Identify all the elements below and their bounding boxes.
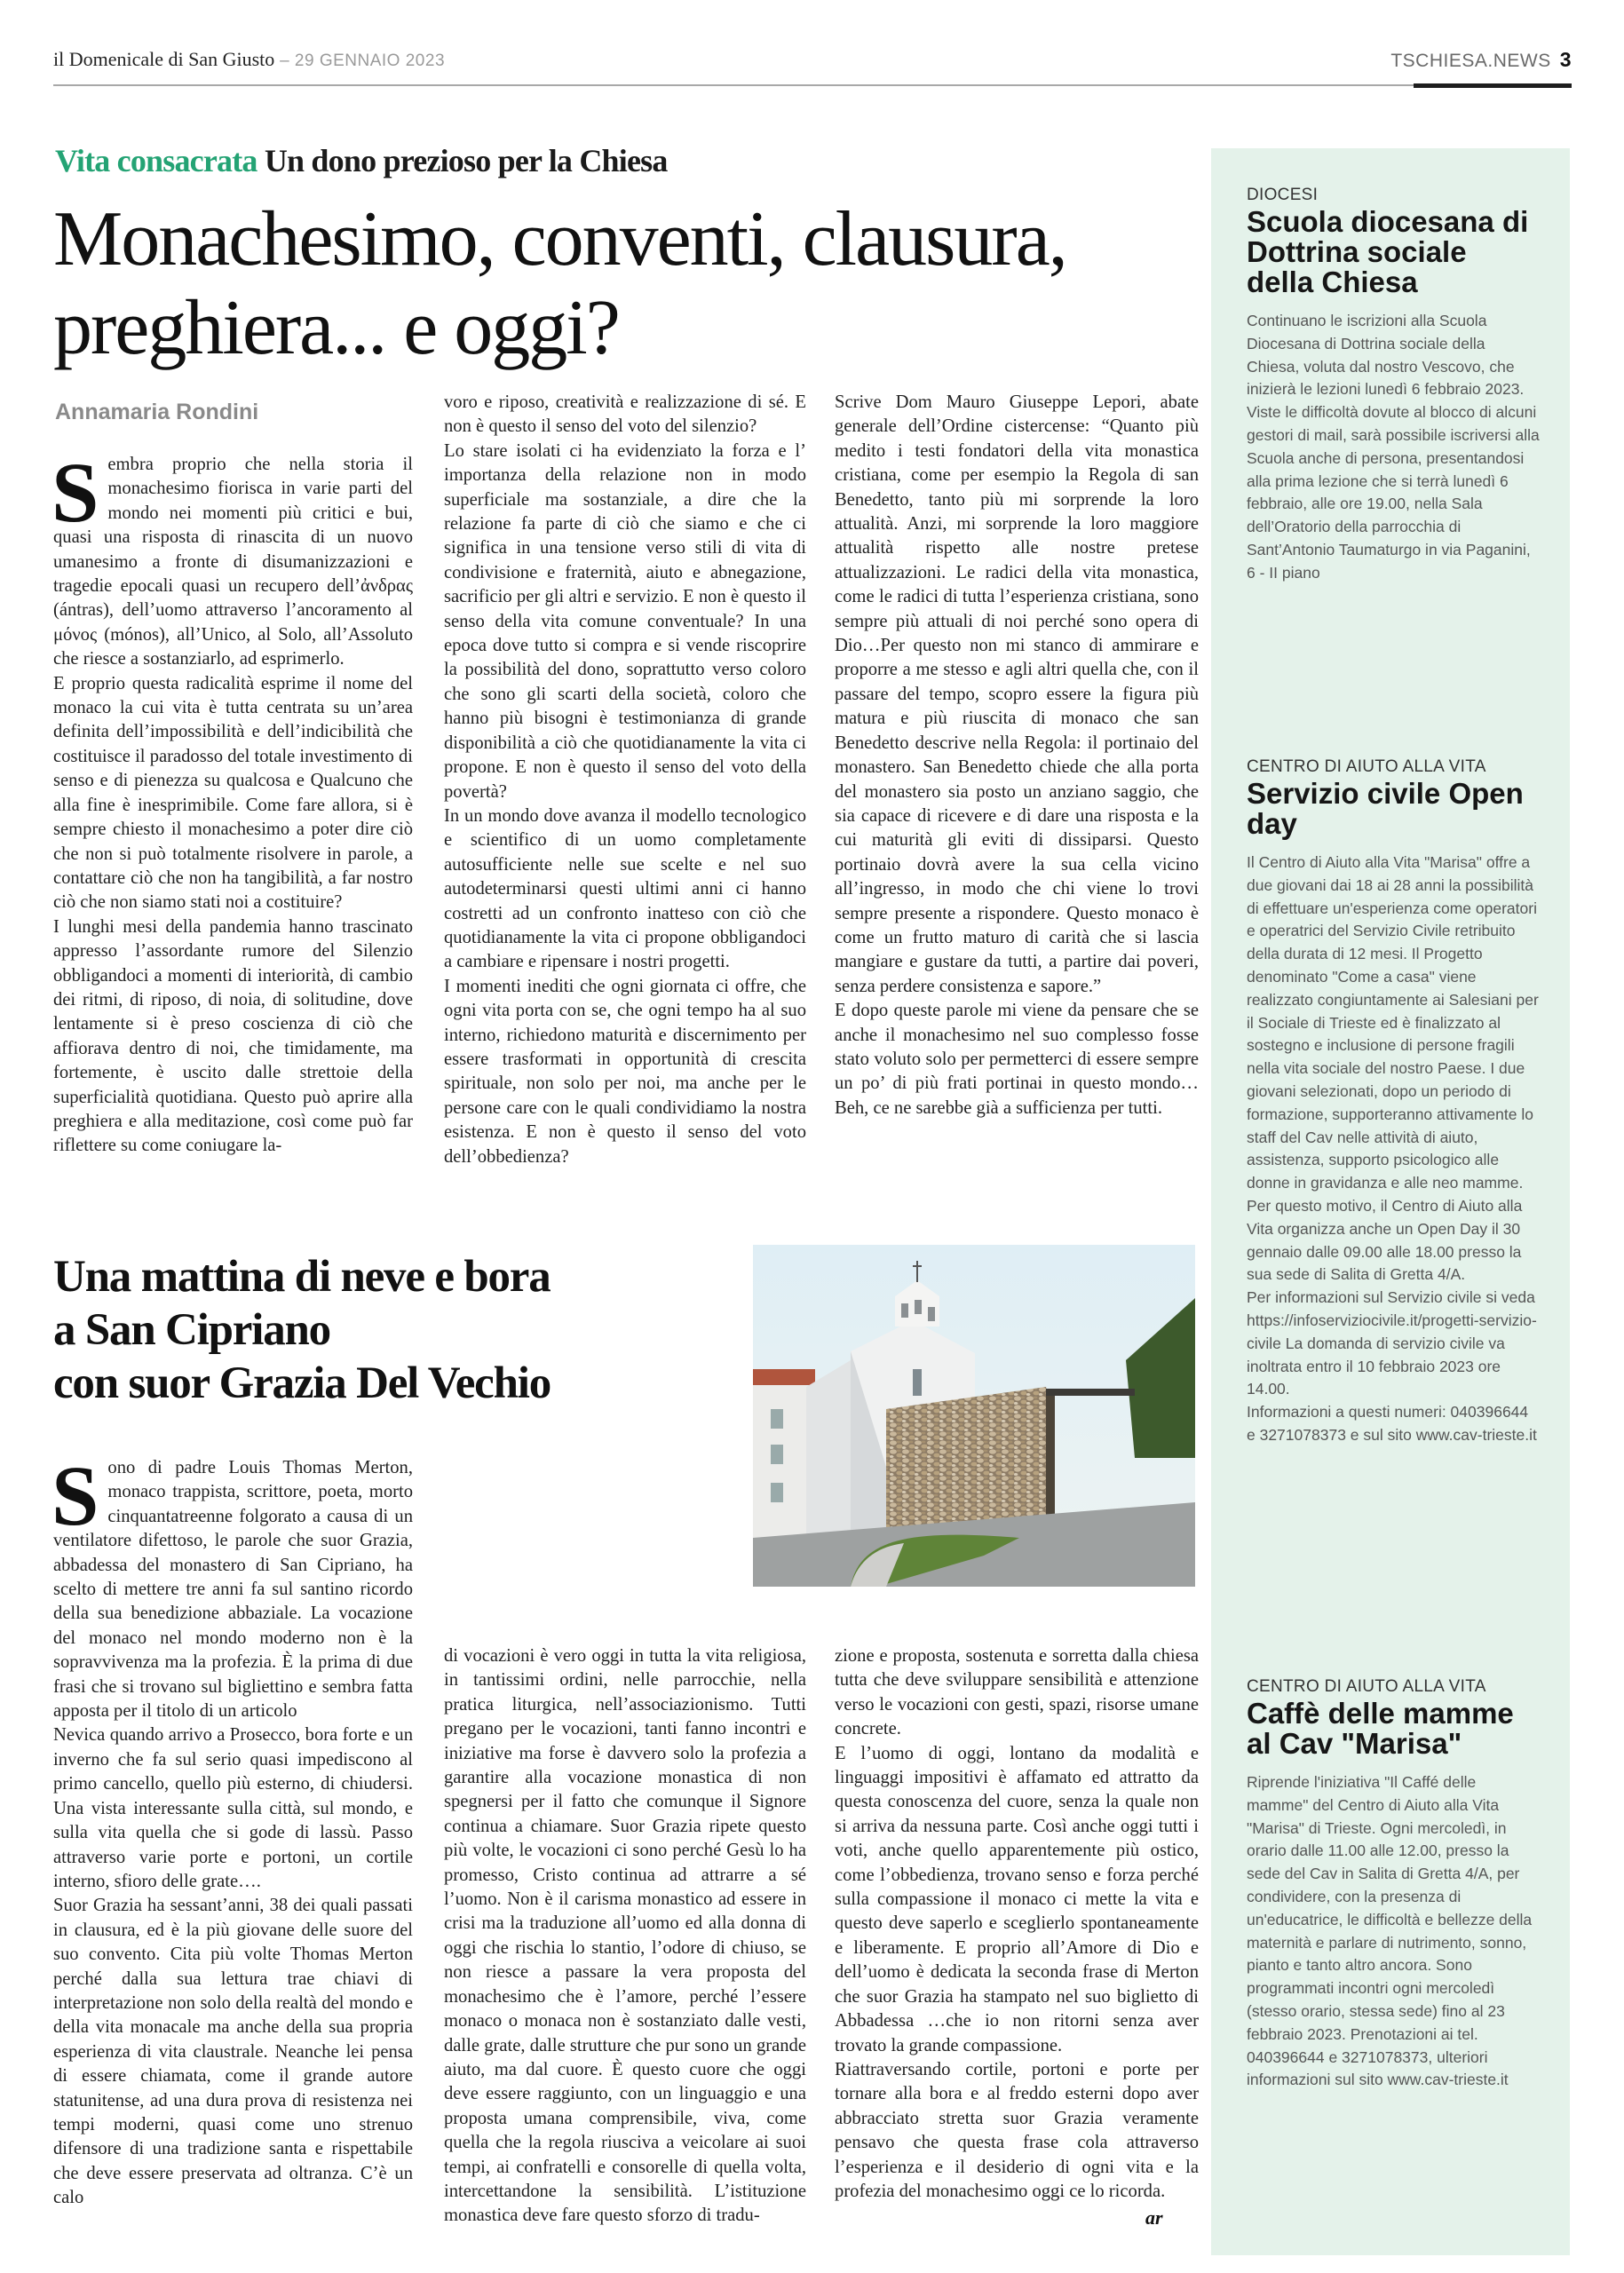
news-title: Caffè delle mamme al Cav "Marisa" — [1247, 1697, 1514, 1760]
issue-separator: – — [274, 51, 295, 70]
article1-kicker — [55, 142, 668, 179]
author-signature: ar — [1145, 2206, 1163, 2229]
roof — [753, 1369, 815, 1385]
stone-wall — [886, 1387, 1055, 1538]
sidebar-news-item — [1247, 186, 1540, 585]
paragraph: Lo stare isolati ci ha evidenziato la forza e l’ importanza della relazione non in modo superficiale ma sostanziale, a dire che la relazione fa parte di ciò che siamo e che ci significa in una tensione verso stili di vita di condivisione e fraternità, aiuto e abnegazione, sacrificio per gli altri e servizio. E non è questo il senso della vita comune conventuale? In una epoca dove tutto si compra e si vende riscoprire la possibilità del dono, soprattutto verso coloro che sono gli scarti della società, coloro che hanno più bisogni è testimonianza di grande disponibilità a ciò che quotidianamente la vita ci propone. E non è questo il senso del voto della povertà? — [444, 440, 806, 802]
drop-cap: S — [51, 445, 99, 540]
article1-headline — [53, 195, 1190, 373]
article1-column-3 — [835, 391, 1199, 1121]
sidebar-news-item — [1247, 757, 1540, 1447]
running-header — [53, 48, 1572, 83]
news-title: Servizio civile Open day — [1247, 777, 1524, 840]
paragraph: Il Centro di Aiuto alla Vita "Marisa" offre a due giovani dai 18 ai 28 anni la possibilità di effettuare un'esperienza come operatori e operatrici del Servizio Civile retribuito della durata di 12 mesi. Il Progetto denominato "Come a casa" viene realizzato congiuntamente ai Salesiani per il Sociale di Trieste ed è finalizzato al sostegno e inclusione di persone fragili nella vita sociale del nostro Paese. I due giovani selezionati, dopo un periodo di formazione, supporteranno attivamente lo staff del Cav nelle attività di aiuto, assistenza, supporto psicologico alle donne in gravidanza e alle neo mamme. — [1247, 853, 1539, 1192]
paragraph: E l’uomo di oggi, lontano da modalità e linguaggi impositivi è affamato ed attratto da questa conoscenza del cuore, senza la quale non si arriva da nessuna parte. Così anche oggi tutti i voti, anche quello apparentemente più ostico, come l’obbedienza, trovano senso e forza perché sulla compassione il monaco ci mette la vita e questo deve saperlo e sceglierlo spontaneamente e liberamente. E proprio all’Amore di Dio e dell’uomo è dedicata la seconda frase di Merton che suor Grazia ha stampato nel suo biglietto di Abbadessa …che io non ritorni senza aver trovato la grande compassione. — [835, 1743, 1199, 2055]
publication-name: il Domenicale di San Giusto — [53, 48, 275, 70]
headline-line: preghiera... e oggi? — [53, 285, 619, 371]
paragraph: Viste le difficoltà dovute al blocco di alcuni gestori di mail, sarà possibile iscriversi alla Scuola anche di persona, presentandosi alla prima lezione che si terrà lunedì 6 febbraio, alle ore 19.00, nella Sala dell’Oratorio della parrocchia di Sant’Antonio Taumaturgo in via Paganini, 6 - II piano — [1247, 403, 1540, 582]
issue-date: 29 GENNAIO 2023 — [294, 51, 446, 70]
paragraph: I momenti inediti che ogni giornata ci offre, che ogni vita porta con se, che ogni tempo ha al suo interno, richiedono maturità e discernimento per essere trasformati in opportunità di crescita spirituale, non solo per noi, ma anche per le persone care con le quali condividiamo la nostra esistenza. E non è questo il senso del voto dell’obbedienza? — [444, 976, 806, 1167]
site-and-page — [1390, 48, 1572, 72]
site-name: TSCHIESA.NEWS — [1390, 51, 1551, 71]
paragraph: ono di padre Louis Thomas Merton, monaco trappista, scrittore, poeta, morto cinquantatreenne folgorato a causa di un ventilatore difettoso, le parole che suor Grazia, abbadessa del monastero di San Cipriano, ha scelto di mettere tre anni fa sul santino ricordo della sua benedizione abbaziale. La vocazione del monaco nel mondo moderno non è la sopravvivenza ma la profezia. È la prima di due frasi che si trovano sul bigliettino e sembra fatta apposta per il titolo di un articolo — [53, 1458, 413, 1722]
paragraph: E proprio questa radicalità esprime il nome del monaco la cui vita è tutta centrata su un’area definita dell’impossibilità e dell’indicibilità che costituisce il paradosso del totale investimento di senso e di pienezza su qualcosa e Qualcuno che alla fine è inesprimibile. Come fare allora, si è sempre chiesto il monachesimo a poter dire ciò che non si può totalmente risolvere in parole, a contattare ciò che non ha tangibilità, a far nostro ciò che non siamo stati noi a costituire? — [53, 673, 413, 913]
headline-line: con suor Grazia Del Vechio — [53, 1358, 551, 1408]
headline-line: Una mattina di neve e bora — [53, 1252, 551, 1302]
kicker-section: Vita consacrata — [55, 143, 257, 178]
paragraph: voro e riposo, creatività e realizzazione di sé. E non è questo il senso del voto del silenzio? — [444, 392, 806, 437]
paragraph: Suor Grazia ha sessant’anni, 38 dei quali passati in clausura, ed è la più giovane delle suore del suo convento. Cita più volte Thomas Merton perché dalla sua lettura trae chiavi di interpretazione non solo della realtà del mondo e della vita monacale ma anche della sua propria esperienza di vita claustrale. Neanche lei pensa di essere chiamata, come il grande autore statunitense, ad una dura prova di resistenza nei tempi moderni, quasi come uno strenuo difensore di una tradizione santa e rispettabile che deve essere preservata ad oltranza. C’è un calo — [53, 1896, 413, 2208]
news-category: DIOCESI — [1247, 186, 1319, 204]
paragraph: Per informazioni sul Servizio civile si veda https://infoserviziocivile.it/progetti-servizio-civile La domanda di servizio civile va inoltrata entro il 10 febbraio 2023 ore 14.00. — [1247, 1288, 1537, 1398]
sidebar-news-item — [1247, 1677, 1540, 2092]
article2-column-3 — [835, 1644, 1199, 2204]
header-rule-accent — [1414, 83, 1572, 88]
paragraph: I lunghi mesi della pandemia hanno trascinato appresso l’assordante rumore del Silenzio obbligandoci a momenti di interiorità, di cambio dei ritmi, di riposo, di noia, di solitudine, dove lentamente si è preso coscienza di ciò che affiorava dentro di noi, che timidamente, ma fortemente, è uscito dalle strettoie della superficialità quotidiana. Questo può aprire alla preghiera e alla meditazione, così come può far riflettere su come coniugare la- — [53, 916, 413, 1156]
headline-line: a San Cipriano — [53, 1305, 330, 1355]
article2-headline — [53, 1250, 728, 1410]
page-number: 3 — [1559, 48, 1572, 71]
news-body — [1247, 851, 1540, 1447]
paragraph: In un mondo dove avanza il modello tecnologico e scientifico di un uomo completamente autosufficiente nelle sue scelte e nel suo autodeterminarsi questi ultimi anni ci hanno costretti ad un confronto inatteso con ciò che quotidianamente la vita ci propone obbligandoci a cambiare e ripensare i nostri progetti. — [444, 805, 806, 972]
paragraph: E dopo queste parole mi viene da pensare che se anche il monachesimo nel suo complesso fosse stato voluto solo per permetterci di essere sempre un po’ di più frati portinai in questo mondo… Beh, ce ne sarebbe già a sufficienza per tutti. — [835, 1001, 1199, 1118]
news-category: CENTRO DI AIUTO ALLA VITA — [1247, 1677, 1486, 1696]
kicker-title: Un dono prezioso per la Chiesa — [264, 143, 668, 178]
paragraph: Continuano le iscrizioni alla Scuola Diocesana di Dottrina sociale della Chiesa, voluta dal nostro Vescovo, che inizierà le lezioni lunedì 6 febbraio 2023. — [1247, 312, 1525, 399]
paragraph: Riattraversando cortile, portoni e porte per tornare alla bora e al freddo esterni dopo aver abbracciato stretta suor Grazia veramente pensavo che questa frase cola attraverso l’esperienza e il desiderio di ogni vita e la profezia del monachesimo oggi ce lo ricorda. — [835, 2059, 1199, 2201]
paragraph: zione e proposta, sostenuta e sorretta dalla chiesa tutta che deve sviluppare sensibilità e attenzione verso le vocazioni con gesti, spazi, risorse umane concrete. — [835, 1646, 1199, 1739]
article1-byline: Annamaria Rondini — [55, 400, 259, 424]
article2-column-1 — [51, 1448, 413, 2211]
news-sidebar — [1211, 148, 1570, 2255]
paragraph: Scrive Dom Mauro Giuseppe Lepori, abate generale dell’Ordine cistercense: “Quanto più medito i testi fondatori della vita monastica cristiana, come per esempio la Regola di san Benedetto, tanto più mi sorprende la loro attualità. Anzi, mi sorprende la loro maggiore attualità rispetto alle nostre pretese attualizzazioni. Le radici della vita monastica, come le radici di tutta l’esperienza cristiana, sono sempre più attuali di noi perché sono opera di Dio…Per questo non mi stanco di ammirare e proporre a me stesso e agli altri quella che, con il passare del tempo, scopro essere la figura più matura e più riuscita di monaco che san Benedetto descrive nella Regola: il portinaio del monastero. San Benedetto chiede che alla porta del monastero sia posto un anziano saggio, che sia capace di ricevere e di dare una risposta e la cui maturità gli eviti di dissiparsi. Questo portinaio dovrà avere la sua cella vicino all’ingresso, in modo che chi viene lo trovi sempre presente a rispondere. Questo monaco è come un frutto maturo di carità che si lascia mangiare e gustare da tutti, a partire dai poveri, senza perdere consistenza e sapore.” — [835, 392, 1199, 996]
news-body — [1247, 1771, 1540, 2092]
paragraph: di vocazioni è vero oggi in tutta la vita religiosa, in tantissimi ordini, nelle parrocchie, nella pratica liturgica, nell’associazionismo. Tutti pregano per le vocazioni, tanti fanno incontri e iniziative ma forse è davvero solo la profezia a garantire alla vocazione monastica di non spegnersi per il fatto che comunque il Signore continua a chiamare. Suor Grazia ripete questo più volte, le vocazioni ci sono perché Gesù lo ha promesso, Cristo continua ad attrarre a sé l’uomo. Non è il carisma monastico ad essere in crisi ma la traduzione all’uomo ed alla donna di oggi che rischia lo stantio, l’odore di chiuso, se non riesce a passare la vera proposta del monachesimo che è l’amore, perché l’essere monaco o monaca non è sostanziato dalle vesti, dalle grate, dalle strutture che pur sono un grande aiuto, ma dal cuore. È questo cuore che oggi deve essere raggiunto, con un linguaggio e una proposta umana comprensibile, viva, come quella che la regola riusciva a veicolare ai suoi tempi, ai confratelli e consorelle di quella volta, intercettandone la sensibilità. L’istituzione monastica deve fare questo sforzo di tradu- — [444, 1646, 806, 2226]
paragraph: Nevica quando arrivo a Prosecco, bora forte e un inverno che fa sul serio quasi impediscono al primo cancello, quello più esterno, di chiudersi. Una vista interessante sulla città, sul mondo, e sulla vita quella che si gode di lassù. Passo attraverso varie porte e portoni, un cortile interno, sfioro delle grate…. — [53, 1725, 413, 1891]
article1-column-1 — [51, 445, 413, 1159]
drop-cap: S — [51, 1448, 99, 1543]
news-body — [1247, 310, 1540, 585]
monastery-illustration — [753, 1245, 1195, 1587]
monastery-photo — [753, 1245, 1195, 1587]
paragraph: embra proprio che nella storia il monachesimo fiorisca in varie parti del mondo nei momenti più critici e bui, quasi una risposta di rinascita di un nuovo umanesimo a fronte di disumanizzazioni e tragedie epocali quasi un recupero dell’ἀνδρας (ántras), dell’uomo attraverso l’ancoramento al μόνος (mónos), all’Unico, al Solo, all’Assoluto che riesce a sostanziarlo, ad esprimerlo. — [53, 455, 413, 669]
paragraph: Riprende l'iniziativa "Il Caffé delle mamme" del Centro di Aiuto alla Vita "Marisa" di Trieste. Ogni mercoledì, in orario dalle 11.00 alle 12.00, presso la sede del Cav in Salita di Gretta 4/A, per condividere, con la presenza di un'educatrice, le difficoltà e bellezze della maternità e parlare di nutrimento, sonno, pianto e tanto altro ancora. Sono programmati incontri ogni mercoledì (stesso orario, stessa sede) fino al 23 febbraio 2023. Prenotazioni ai tel. 040396644 e 3271078373, ulteriori informazioni sul sito www.cav-trieste.it — [1247, 1773, 1533, 2089]
article1-column-2 — [444, 391, 806, 1169]
paragraph: Per questo motivo, il Centro di Aiuto alla Vita organizza anche un Open Day il 30 gennaio dalle 09.00 alle 18.00 presso la sua sede di Salita di Gretta 4/A. — [1247, 1196, 1523, 1284]
news-title: Scuola diocesana di Dottrina sociale della Chiesa — [1247, 205, 1529, 298]
headline-line: Monachesimo, conventi, clausura, — [53, 196, 1066, 282]
paragraph: Informazioni a questi numeri: 040396644 e 3271078373 e sul sito www.cav-trieste.it — [1247, 1403, 1537, 1444]
header-rule — [53, 84, 1572, 86]
news-category: CENTRO DI AIUTO ALLA VITA — [1247, 757, 1486, 776]
article2-column-2 — [444, 1644, 806, 2229]
